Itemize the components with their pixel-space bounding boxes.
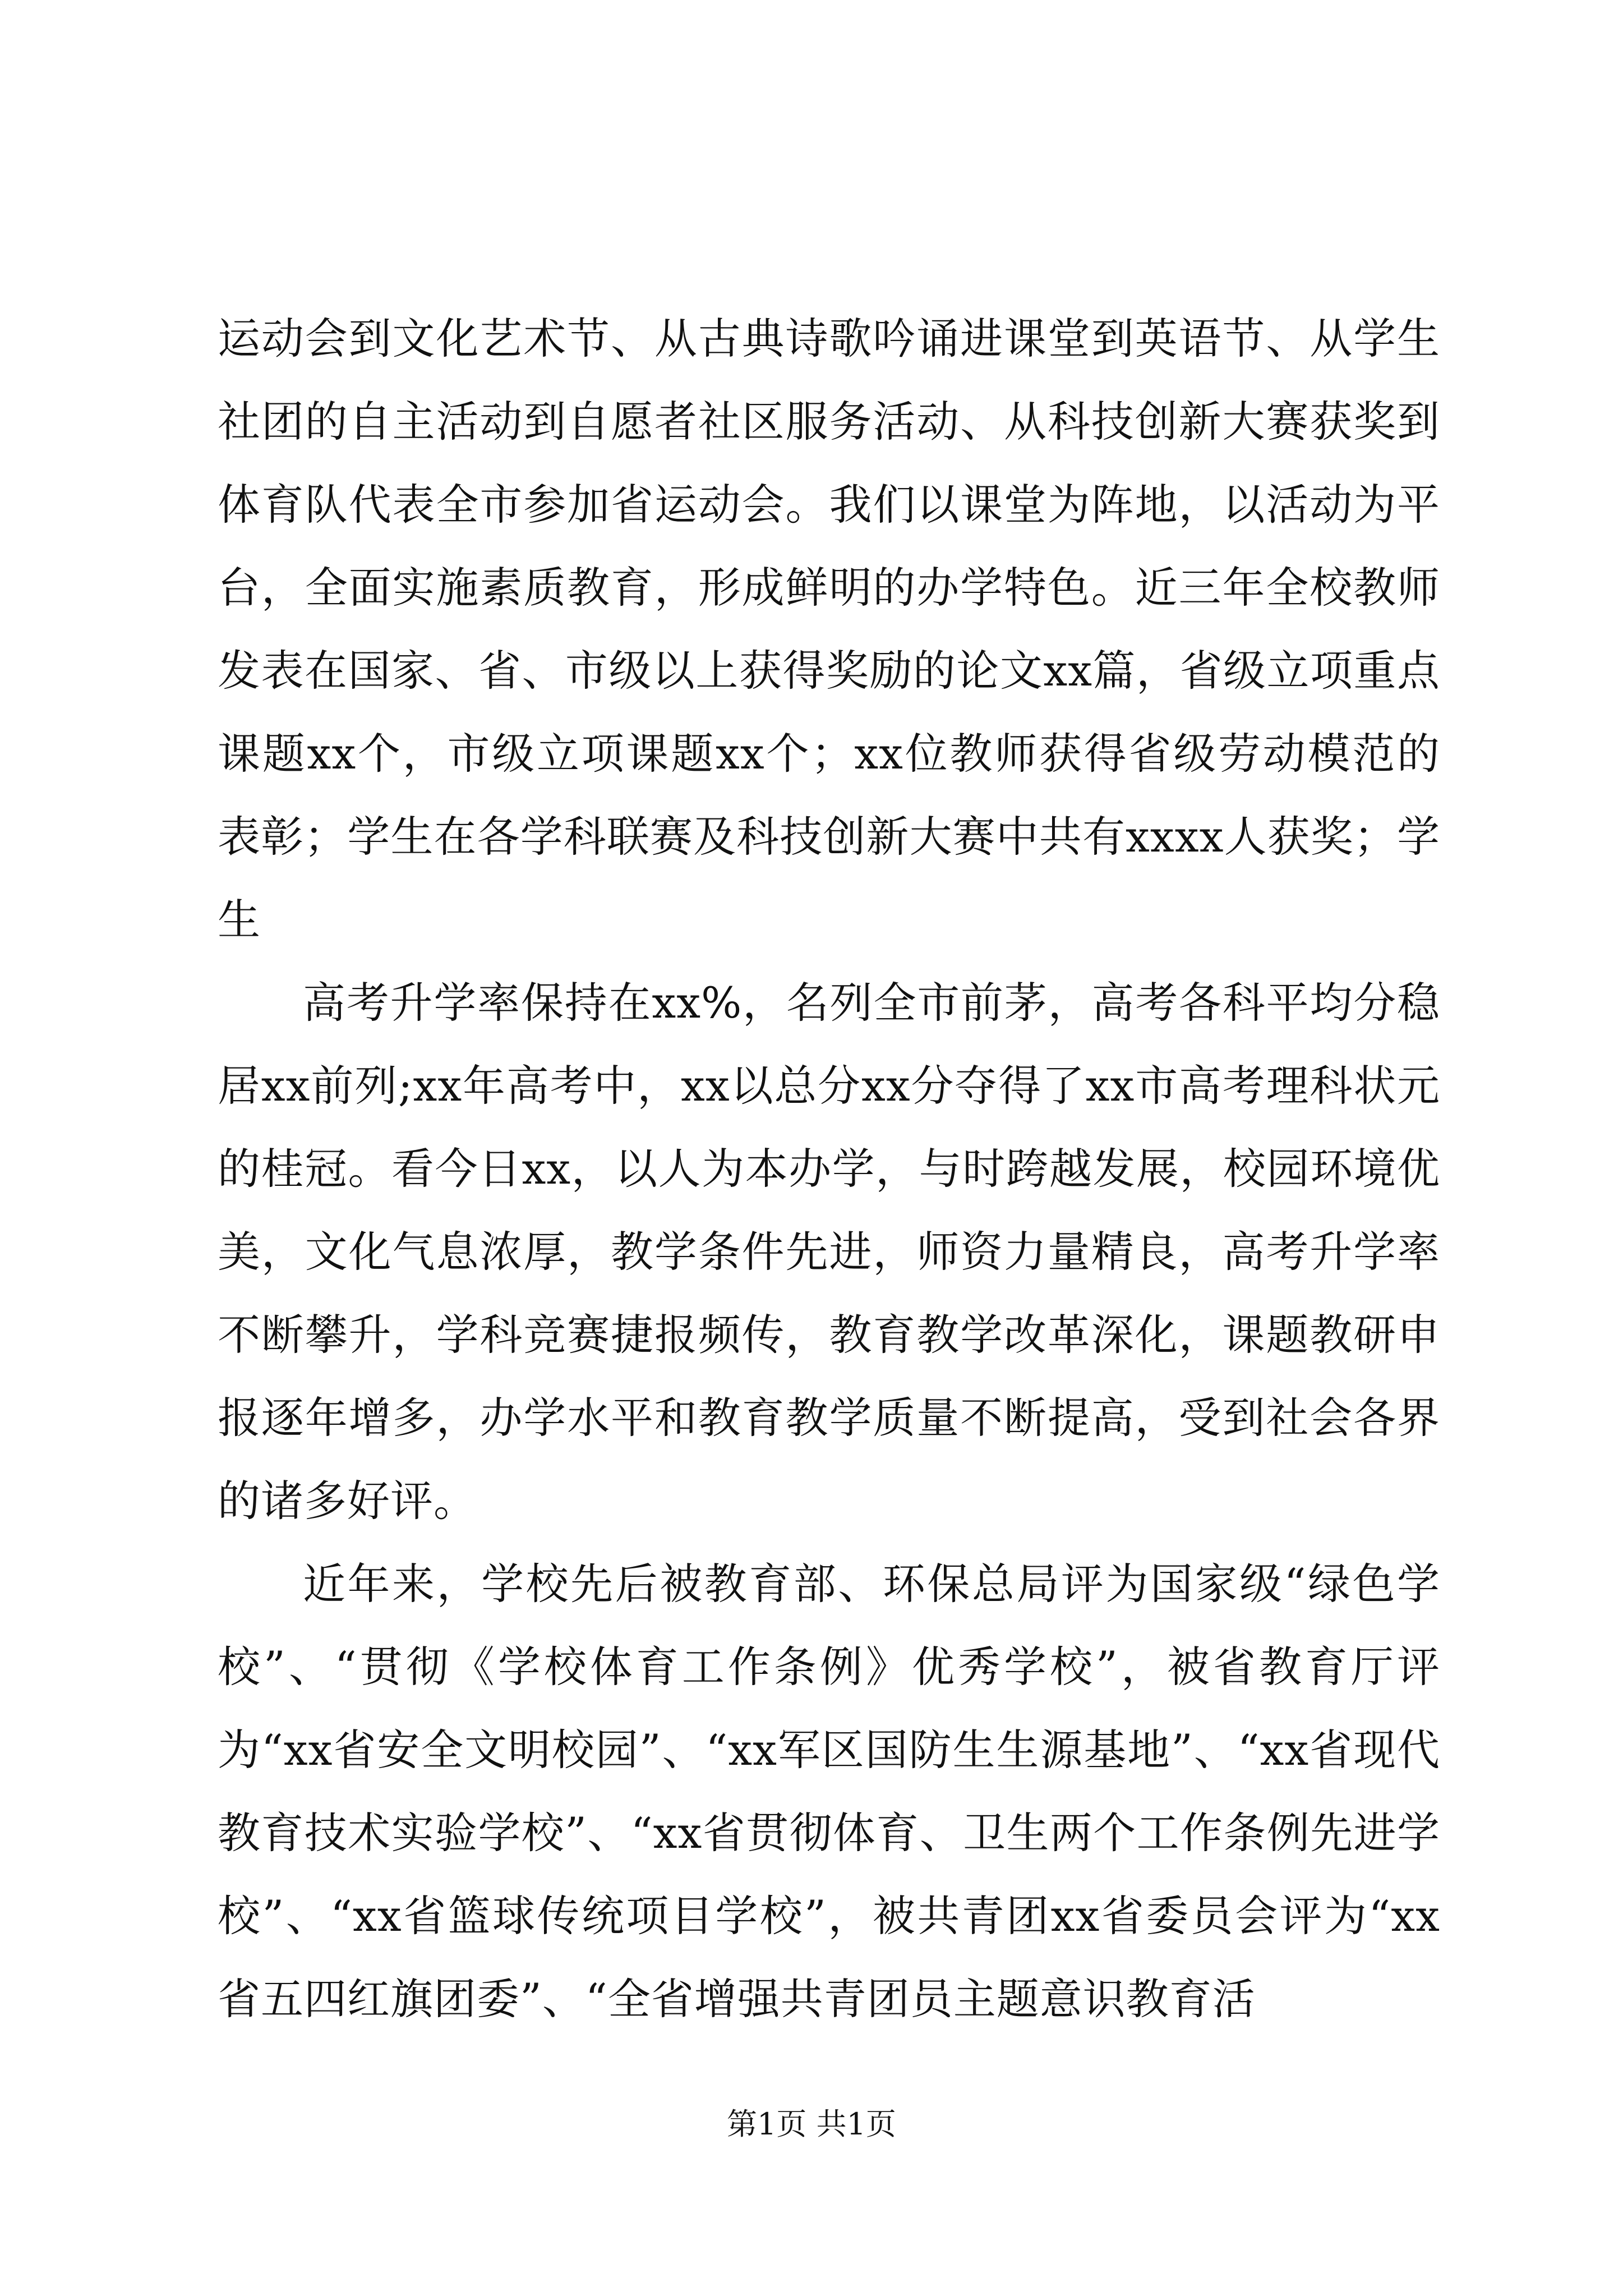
paragraph-1: 运动会到文化艺术节、从古典诗歌吟诵进课堂到英语节、从学生社团的自主活动到自愿者社区服务活动、从科技创新大赛获奖到体育队代表全市参加省运动会。我们以课堂为阵地，以活动为平台，全面实施素质教育，形成鲜明的办学特色。近三年全校教师发表在国家、省、市级以上获得奖励的论文xx篇，省级立项重点课题xx个，市级立项课题xx个；xx位教师获得省级劳动模范的表彰；学生在各学科联赛及科技创新大赛中共有xxxx人获奖；学生 — [218, 314, 1440, 945]
page-footer: 第1页 共1页 — [727, 2106, 896, 2142]
document-body — [218, 297, 1440, 2041]
paragraph-3: 近年来，学校先后被教育部、环保总局评为国家级“绿色学校”、“贯彻《学校体育工作条例》优秀学校”，被省教育厅评为“xx省安全文明校园”、“xx军区国防生生源基地”、“xx省现代教育技术实验学校”、“xx省贯彻体育、卫生两个工作条例先进学校”、“xx省篮球传统项目学校”，被共青团xx省委员会评为“xx省五四红旗团委”、“全省增强共青团员主题意识教育活 — [218, 1559, 1440, 2024]
paragraph-2: 高考升学率保持在xx%，名列全市前茅，高考各科平均分稳居xx前列;xx年高考中，xx以总分xx分夺得了xx市高考理科状元的桂冠。看今日xx，以人为本办学，与时跨越发展，校园环境优美，文化气息浓厚，教学条件先进，师资力量精良，高考升学率不断攀升，学科竞赛捷报频传，教育教学改革深化，课题教研申报逐年增多，办学水平和教育教学质量不断提高，受到社会各界的诸多好评。 — [218, 978, 1440, 1526]
